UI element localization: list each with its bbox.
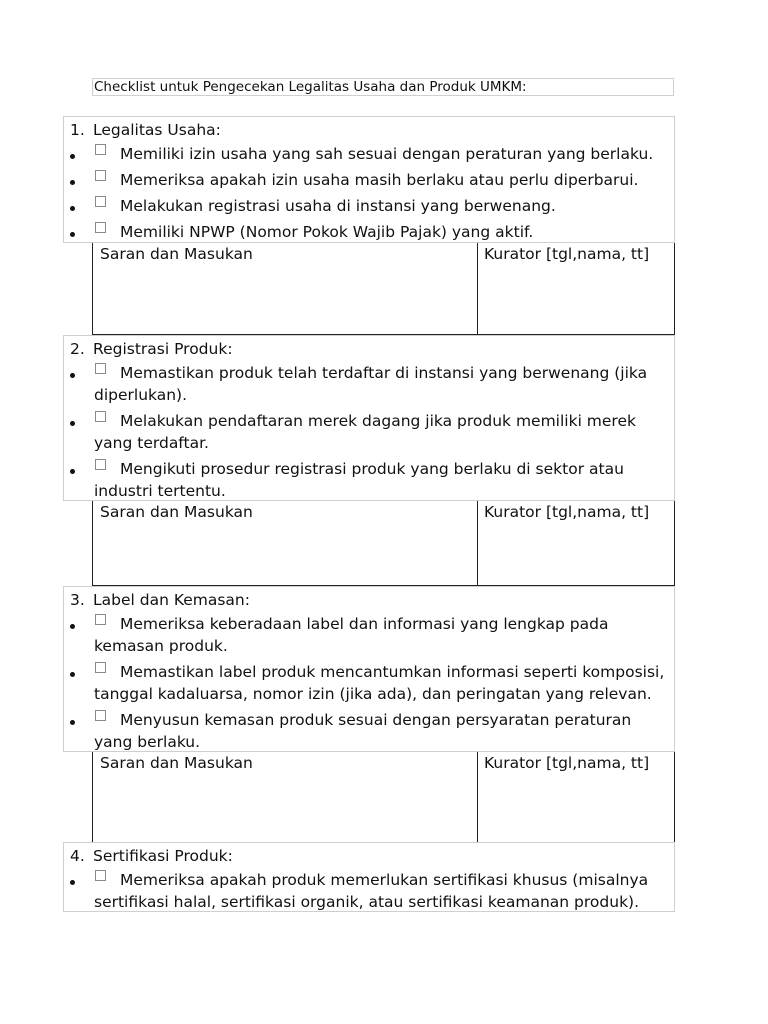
section-title: Label dan Kemasan: [93, 591, 250, 609]
table-divider [477, 243, 478, 334]
saran-masukan-cell[interactable]: Saran dan Masukan [100, 245, 253, 263]
checklist-item-text: Memeriksa apakah produk memerlukan sertifikasi khusus (misalnya sertifikasi halal, sertifikasi organik, atau sertifikasi keamanan produk). [94, 871, 649, 911]
bullet-icon [70, 373, 75, 378]
checklist-item-text: Memeriksa keberadaan label dan informasi yang lengkap pada kemasan produk. [94, 615, 609, 655]
section-title: Legalitas Usaha: [93, 121, 221, 139]
section-title: Sertifikasi Produk: [93, 847, 233, 865]
bullet-icon [70, 720, 75, 725]
table-divider [477, 752, 478, 842]
checklist-item-text: Memastikan produk telah terdaftar di instansi yang berwenang (jika diperlukan). [94, 364, 648, 404]
checklist-item-text: Memiliki izin usaha yang sah sesuai dengan peraturan yang berlaku. [120, 145, 654, 163]
section-number: 2. [70, 340, 85, 358]
section-number: 4. [70, 847, 85, 865]
bullet-icon [70, 180, 75, 185]
bullet-icon [70, 154, 75, 159]
section-legalitas-usaha [63, 116, 675, 243]
section-sertifikasi-produk [63, 842, 675, 912]
section-label-kemasan [63, 586, 675, 752]
section-number: 3. [70, 591, 85, 609]
bullet-icon [70, 421, 75, 426]
bullet-icon [70, 624, 75, 629]
bullet-icon [70, 469, 75, 474]
bullet-icon [70, 880, 75, 885]
kurator-cell[interactable]: Kurator [tgl,nama, tt] [484, 503, 650, 521]
checklist-item-text: Memiliki NPWP (Nomor Pokok Wajib Pajak) yang aktif. [120, 223, 534, 241]
section-number: 1. [70, 121, 85, 139]
checklist-item-text: Memeriksa apakah izin usaha masih berlaku atau perlu diperbarui. [120, 171, 639, 189]
bullet-icon [70, 672, 75, 677]
feedback-table [92, 501, 675, 586]
checklist-item-text: Memastikan label produk mencantumkan informasi seperti komposisi, tanggal kadaluarsa, nomor izin (jika ada), dan peringatan yang relevan. [94, 663, 665, 703]
kurator-cell[interactable]: Kurator [tgl,nama, tt] [484, 754, 650, 772]
checklist-item-text: Melakukan pendaftaran merek dagang jika produk memiliki merek yang terdaftar. [94, 412, 636, 452]
table-divider [477, 501, 478, 585]
section-title: Registrasi Produk: [93, 340, 233, 358]
checklist-item-text: Melakukan registrasi usaha di instansi yang berwenang. [120, 197, 556, 215]
document-title: Checklist untuk Pengecekan Legalitas Usaha dan Produk UMKM: [92, 78, 674, 96]
feedback-table [92, 243, 675, 335]
kurator-cell[interactable]: Kurator [tgl,nama, tt] [484, 245, 650, 263]
checklist-item-text: Menyusun kemasan produk sesuai dengan persyaratan peraturan yang berlaku. [94, 711, 632, 751]
saran-masukan-cell[interactable]: Saran dan Masukan [100, 754, 253, 772]
bullet-icon [70, 232, 75, 237]
bullet-icon [70, 206, 75, 211]
section-registrasi-produk [63, 335, 675, 501]
feedback-table [92, 752, 675, 842]
checklist-item-text: Mengikuti prosedur registrasi produk yang berlaku di sektor atau industri tertentu. [94, 460, 624, 500]
saran-masukan-cell[interactable]: Saran dan Masukan [100, 503, 253, 521]
